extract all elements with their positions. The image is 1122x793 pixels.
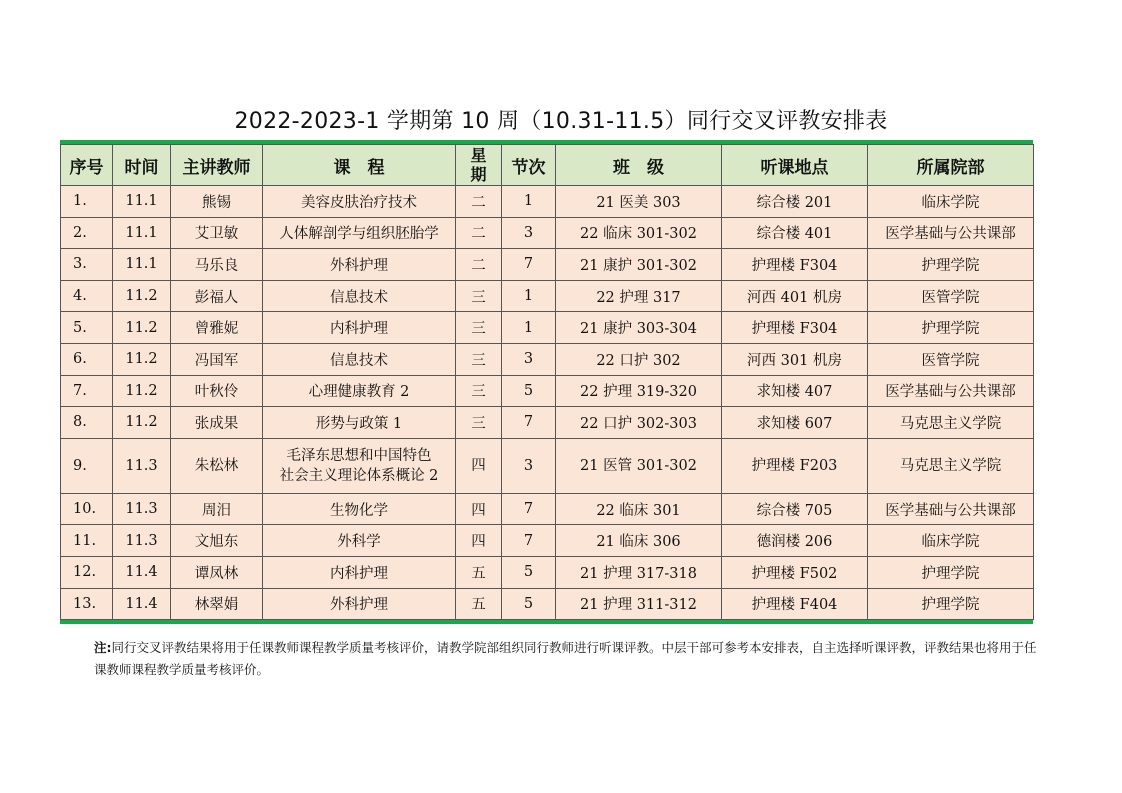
cell-location: 护理楼 F203 xyxy=(722,438,868,493)
cell-teacher: 熊锡 xyxy=(171,186,263,218)
table-row xyxy=(61,438,1034,493)
cell-time: 11.2 xyxy=(113,375,171,407)
cell-period: 7 xyxy=(502,493,556,525)
cell-department: 马克思主义学院 xyxy=(868,407,1034,439)
cell-weekday: 二 xyxy=(456,217,502,249)
cell-course: 形势与政策 1 xyxy=(263,407,456,439)
table-body xyxy=(61,186,1034,620)
footnote xyxy=(94,637,1044,681)
cell-course: 心理健康教育 2 xyxy=(263,375,456,407)
table-row xyxy=(61,280,1034,312)
cell-teacher: 叶秋伶 xyxy=(171,375,263,407)
cell-index: 5. xyxy=(61,312,113,344)
cell-weekday: 四 xyxy=(456,438,502,493)
cell-class: 21 康护 303-304 xyxy=(556,312,722,344)
cell-course: 生物化学 xyxy=(263,493,456,525)
header-weekday xyxy=(456,145,502,186)
cell-teacher: 文旭东 xyxy=(171,525,263,557)
cell-class: 22 口护 302 xyxy=(556,343,722,375)
cell-index: 4. xyxy=(61,280,113,312)
cell-period: 1 xyxy=(502,312,556,344)
header-index: 序号 xyxy=(61,145,113,186)
header-teacher: 主讲教师 xyxy=(171,145,263,186)
header-location: 听课地点 xyxy=(722,145,868,186)
cell-location: 河西 301 机房 xyxy=(722,343,868,375)
cell-weekday: 四 xyxy=(456,493,502,525)
cell-time: 11.2 xyxy=(113,343,171,375)
cell-index: 1. xyxy=(61,186,113,218)
cell-period: 3 xyxy=(502,438,556,493)
header-period: 节次 xyxy=(502,145,556,186)
footnote-text: 同行交叉评教结果将用于任课教师课程教学质量考核评价，请教学院部组织同行教师进行听课评教。中层干部可参考本安排表，自主选择听课评教，评教结果也将用于任课教师课程教学质量考核评价。 xyxy=(94,640,1037,677)
cell-period: 3 xyxy=(502,343,556,375)
cell-department: 护理学院 xyxy=(868,588,1034,620)
cell-time: 11.3 xyxy=(113,525,171,557)
cell-weekday: 四 xyxy=(456,525,502,557)
table-row xyxy=(61,407,1034,439)
cell-index: 9. xyxy=(61,438,113,493)
cell-location: 德润楼 206 xyxy=(722,525,868,557)
table-row xyxy=(61,249,1034,281)
cell-class: 22 护理 319-320 xyxy=(556,375,722,407)
cell-department: 马克思主义学院 xyxy=(868,438,1034,493)
cell-teacher: 谭凤林 xyxy=(171,556,263,588)
schedule-table xyxy=(60,144,1034,620)
cell-index: 10. xyxy=(61,493,113,525)
cell-teacher: 冯国军 xyxy=(171,343,263,375)
page-title: 2022-2023-1 学期第 10 周（10.31-11.5）同行交叉评教安排表 xyxy=(234,109,888,134)
cell-class: 21 医管 301-302 xyxy=(556,438,722,493)
cell-location: 护理楼 F304 xyxy=(722,312,868,344)
cell-teacher: 曾雅妮 xyxy=(171,312,263,344)
cell-weekday: 二 xyxy=(456,186,502,218)
cell-class: 22 口护 302-303 xyxy=(556,407,722,439)
cell-class: 22 护理 317 xyxy=(556,280,722,312)
cell-class: 21 护理 311-312 xyxy=(556,588,722,620)
table-row xyxy=(61,312,1034,344)
cell-weekday: 三 xyxy=(456,407,502,439)
cell-time: 11.1 xyxy=(113,249,171,281)
cell-period: 7 xyxy=(502,525,556,557)
cell-department: 护理学院 xyxy=(868,249,1034,281)
cell-department: 医管学院 xyxy=(868,280,1034,312)
table-row xyxy=(61,525,1034,557)
cell-time: 11.1 xyxy=(113,186,171,218)
cell-course: 外科学 xyxy=(263,525,456,557)
cell-time: 11.4 xyxy=(113,556,171,588)
cell-teacher: 朱松林 xyxy=(171,438,263,493)
cell-period: 1 xyxy=(502,186,556,218)
table-row xyxy=(61,186,1034,218)
cell-index: 6. xyxy=(61,343,113,375)
cell-weekday: 三 xyxy=(456,375,502,407)
cell-weekday: 三 xyxy=(456,312,502,344)
cell-teacher: 马乐良 xyxy=(171,249,263,281)
cell-department: 医学基础与公共课部 xyxy=(868,493,1034,525)
cell-time: 11.2 xyxy=(113,407,171,439)
cell-time: 11.2 xyxy=(113,312,171,344)
cell-course: 内科护理 xyxy=(263,312,456,344)
table-row xyxy=(61,343,1034,375)
cell-period: 5 xyxy=(502,588,556,620)
cell-class: 21 临床 306 xyxy=(556,525,722,557)
table-header-row xyxy=(61,145,1034,186)
cell-course: 毛泽东思想和中国特色 社会主义理论体系概论 2 xyxy=(263,438,456,493)
cell-teacher: 彭福人 xyxy=(171,280,263,312)
cell-location: 护理楼 F304 xyxy=(722,249,868,281)
cell-location: 护理楼 F502 xyxy=(722,556,868,588)
header-weekday-label: 星 期 xyxy=(470,146,487,184)
cell-weekday: 三 xyxy=(456,343,502,375)
cell-class: 21 护理 317-318 xyxy=(556,556,722,588)
header-course: 课 程 xyxy=(263,145,456,186)
cell-location: 护理楼 F404 xyxy=(722,588,868,620)
cell-weekday: 二 xyxy=(456,249,502,281)
cell-time: 11.3 xyxy=(113,438,171,493)
table-row xyxy=(61,588,1034,620)
cell-period: 5 xyxy=(502,556,556,588)
cell-time: 11.1 xyxy=(113,217,171,249)
cell-time: 11.3 xyxy=(113,493,171,525)
table-row xyxy=(61,375,1034,407)
cell-period: 1 xyxy=(502,280,556,312)
cell-index: 3. xyxy=(61,249,113,281)
footnote-label: 注: xyxy=(94,640,112,655)
cell-weekday: 三 xyxy=(456,280,502,312)
cell-period: 5 xyxy=(502,375,556,407)
cell-weekday: 五 xyxy=(456,556,502,588)
cell-index: 12. xyxy=(61,556,113,588)
cell-department: 临床学院 xyxy=(868,186,1034,218)
cell-class: 21 医美 303 xyxy=(556,186,722,218)
cell-course: 信息技术 xyxy=(263,280,456,312)
cell-weekday: 五 xyxy=(456,588,502,620)
cell-location: 求知楼 607 xyxy=(722,407,868,439)
cell-class: 22 临床 301-302 xyxy=(556,217,722,249)
schedule-table-container xyxy=(60,140,1033,624)
cell-index: 7. xyxy=(61,375,113,407)
cell-course: 内科护理 xyxy=(263,556,456,588)
cell-location: 综合楼 201 xyxy=(722,186,868,218)
cell-course: 外科护理 xyxy=(263,249,456,281)
cell-location: 求知楼 407 xyxy=(722,375,868,407)
cell-department: 医学基础与公共课部 xyxy=(868,217,1034,249)
header-department: 所属院部 xyxy=(868,145,1034,186)
cell-course: 人体解剖学与组织胚胎学 xyxy=(263,217,456,249)
cell-department: 医学基础与公共课部 xyxy=(868,375,1034,407)
cell-index: 2. xyxy=(61,217,113,249)
cell-period: 7 xyxy=(502,407,556,439)
cell-index: 8. xyxy=(61,407,113,439)
cell-department: 护理学院 xyxy=(868,312,1034,344)
cell-department: 护理学院 xyxy=(868,556,1034,588)
cell-class: 21 康护 301-302 xyxy=(556,249,722,281)
cell-teacher: 周汨 xyxy=(171,493,263,525)
cell-location: 综合楼 401 xyxy=(722,217,868,249)
cell-course: 美容皮肤治疗技术 xyxy=(263,186,456,218)
cell-location: 综合楼 705 xyxy=(722,493,868,525)
cell-teacher: 张成果 xyxy=(171,407,263,439)
table-row xyxy=(61,217,1034,249)
table-row xyxy=(61,493,1034,525)
cell-period: 3 xyxy=(502,217,556,249)
cell-time: 11.4 xyxy=(113,588,171,620)
cell-teacher: 艾卫敏 xyxy=(171,217,263,249)
table-row xyxy=(61,556,1034,588)
cell-department: 临床学院 xyxy=(868,525,1034,557)
cell-time: 11.2 xyxy=(113,280,171,312)
header-time: 时间 xyxy=(113,145,171,186)
cell-index: 13. xyxy=(61,588,113,620)
cell-course: 信息技术 xyxy=(263,343,456,375)
cell-period: 7 xyxy=(502,249,556,281)
header-class: 班 级 xyxy=(556,145,722,186)
cell-location: 河西 401 机房 xyxy=(722,280,868,312)
cell-department: 医管学院 xyxy=(868,343,1034,375)
cell-course: 外科护理 xyxy=(263,588,456,620)
cell-teacher: 林翠娟 xyxy=(171,588,263,620)
cell-class: 22 临床 301 xyxy=(556,493,722,525)
cell-index: 11. xyxy=(61,525,113,557)
